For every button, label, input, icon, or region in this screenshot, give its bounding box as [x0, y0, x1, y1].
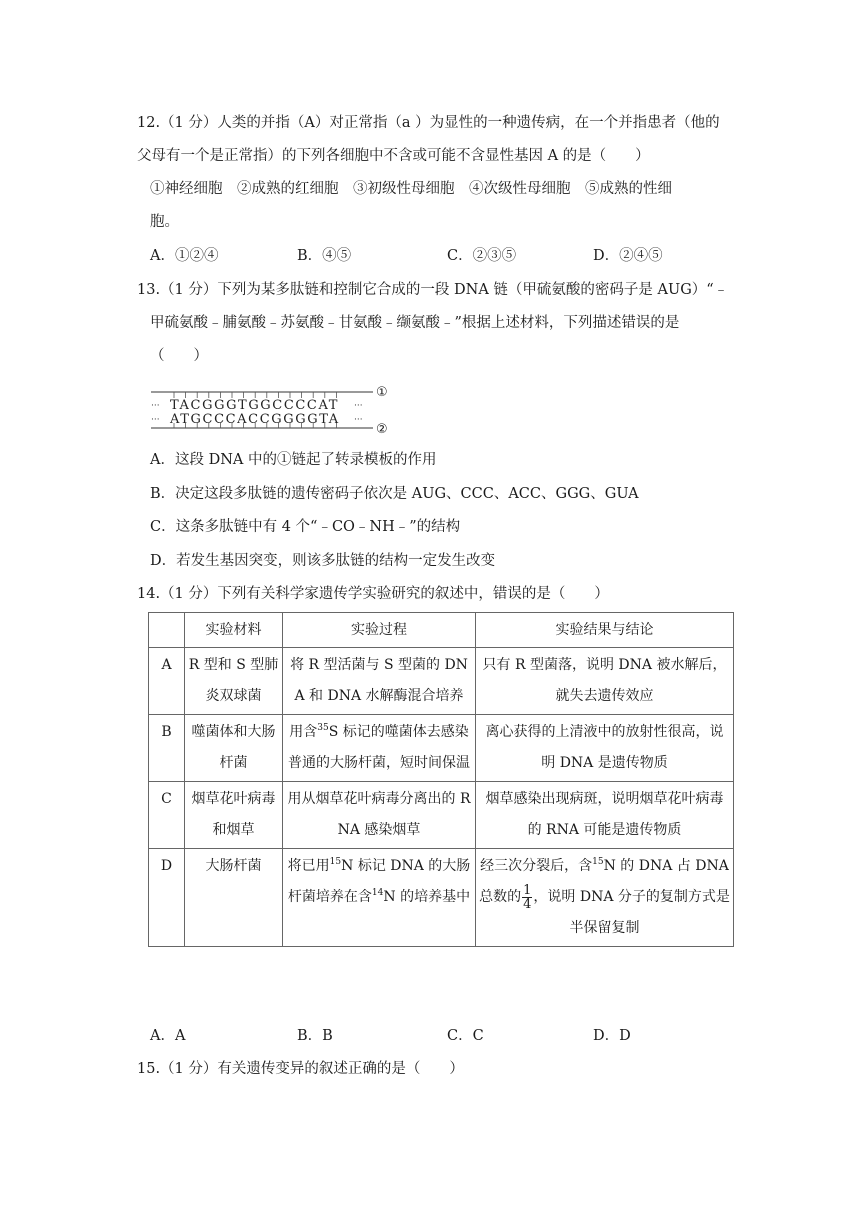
fraction-numerator: 1 — [523, 882, 532, 898]
fraction — [522, 884, 532, 911]
row-label: A — [149, 648, 185, 715]
q13-option-a[interactable]: A．这段 DNA 中的①链起了转录模板的作用 — [150, 452, 437, 468]
q14-option-d[interactable]: D．D — [593, 1028, 631, 1044]
table-row-d — [149, 849, 734, 947]
experiment-table — [148, 612, 734, 947]
table-header-row — [149, 613, 734, 648]
q13-option-b[interactable]: B．决定这段多肽链的遗传密码子依次是 AUG、CCC、ACC、GGG、GUA — [150, 486, 639, 502]
q14-option-b[interactable]: B．B — [297, 1028, 333, 1044]
isotope-superscript: 15 — [592, 857, 604, 867]
q12-option-a[interactable]: A．①②④ — [150, 248, 219, 264]
row-label: D — [149, 849, 185, 947]
cell-process — [283, 849, 476, 947]
ellipsis-right-2: ··· — [354, 415, 363, 425]
dna-strand-1: TACGGGTGGCCCCAT — [170, 398, 340, 413]
cell-process — [283, 715, 476, 782]
q12-items-line: ①神经细胞 ②成熟的红细胞 ③初级性母细胞 ④次级性母细胞 ⑤成熟的性细 — [150, 181, 672, 197]
cell-material: R 型和 S 型肺炎双球菌 — [185, 648, 283, 715]
row-label: B — [149, 715, 185, 782]
q12-option-c[interactable]: C．②③⑤ — [447, 248, 517, 264]
cell-process: 将 R 型活菌与 S 型菌的 DNA 和 DNA 水解酶混合培养 — [283, 648, 476, 715]
text-run: ，说明 DNA 分子的复制方式是半保留复制 — [533, 889, 730, 936]
q12-stem-line2: 父母有一个是正常指）的下列各细胞中不含或可能不含显性基因 A 的是（ ） — [137, 148, 650, 164]
header-cell-blank — [149, 613, 185, 648]
header-cell-result: 实验结果与结论 — [476, 613, 734, 648]
fraction-denominator: 4 — [523, 896, 532, 912]
header-cell-process: 实验过程 — [283, 613, 476, 648]
q13-stem-line1: 13.（1 分）下列为某多肽链和控制它合成的一段 DNA 链（甲硫氨酸的密码子是 AUG）“﹣ — [137, 282, 729, 298]
text-run: 将已用 — [287, 858, 330, 874]
cell-result — [476, 849, 734, 947]
q12-items-line2: 胞。 — [150, 214, 179, 230]
q15-stem: 15.（1 分）有关遗传变异的叙述正确的是（ ） — [137, 1061, 464, 1077]
cell-material: 大肠杆菌 — [185, 849, 283, 947]
q14-option-a[interactable]: A．A — [150, 1028, 186, 1044]
q14-option-c[interactable]: C．C — [447, 1028, 484, 1044]
isotope-superscript: 35 — [317, 723, 329, 733]
table-row-a — [149, 648, 734, 715]
ellipsis-right-1: ··· — [354, 401, 363, 411]
text-run: N 的 DNA 占 DNA 总数的 — [479, 858, 729, 905]
text-run: N 标记 DNA 的大肠杆菌培养在含 — [287, 858, 471, 905]
strand-marker-1: ① — [376, 385, 388, 400]
q13-stem-line2: 甲硫氨酸﹣脯氨酸﹣苏氨酸﹣甘氨酸﹣缬氨酸﹣”根据上述材料，下列描述错误的是 — [150, 315, 680, 331]
text-run: 用含 — [289, 724, 318, 740]
cell-process: 用从烟草花叶病毒分离出的 RNA 感染烟草 — [283, 782, 476, 849]
q12-option-b[interactable]: B．④⑤ — [297, 248, 352, 264]
dna-strand-diagram — [148, 384, 408, 436]
cell-result: 离心获得的上清液中的放射性很高，说明 DNA 是遗传物质 — [476, 715, 734, 782]
ellipsis-left-2: ··· — [151, 415, 160, 425]
cell-result: 只有 R 型菌落，说明 DNA 被水解后，就失去遗传效应 — [476, 648, 734, 715]
cell-material: 烟草花叶病毒和烟草 — [185, 782, 283, 849]
text-run: N 的培养基中 — [383, 889, 471, 905]
table-row-c — [149, 782, 734, 849]
q13-option-d[interactable]: D．若发生基因突变，则该多肽链的结构一定发生改变 — [150, 553, 496, 569]
isotope-superscript: 15 — [329, 857, 342, 867]
header-cell-material: 实验材料 — [185, 613, 283, 648]
row-label: C — [149, 782, 185, 849]
dna-strand-2: ATGCCCACCGGGGTA — [170, 412, 340, 427]
q13-option-c[interactable]: C．这条多肽链中有 4 个“﹣CO﹣NH﹣”的结构 — [150, 519, 461, 535]
q12-stem-line1: 12.（1 分）人类的并指（A）对正常指（a ）为显性的一种遗传病，在一个并指患者（他的 — [137, 115, 720, 131]
cell-result: 烟草感染出现病斑，说明烟草花叶病毒的 RNA 可能是遗传物质 — [476, 782, 734, 849]
isotope-superscript: 14 — [371, 888, 384, 898]
q12-option-d[interactable]: D．②④⑤ — [593, 248, 663, 264]
text-run: S 标记的噬菌体去感染普通的大肠杆菌，短时间保温 — [288, 724, 470, 771]
text-run: 经三次分裂后，含 — [480, 858, 593, 874]
cell-material: 噬菌体和大肠杆菌 — [185, 715, 283, 782]
q14-stem: 14.（1 分）下列有关科学家遗传学实验研究的叙述中，错误的是（ ） — [137, 586, 609, 602]
strand-marker-2: ② — [376, 422, 388, 436]
q13-stem-line3: （ ） — [150, 348, 208, 364]
table-row-b — [149, 715, 734, 782]
ellipsis-left-1: ··· — [151, 401, 160, 411]
